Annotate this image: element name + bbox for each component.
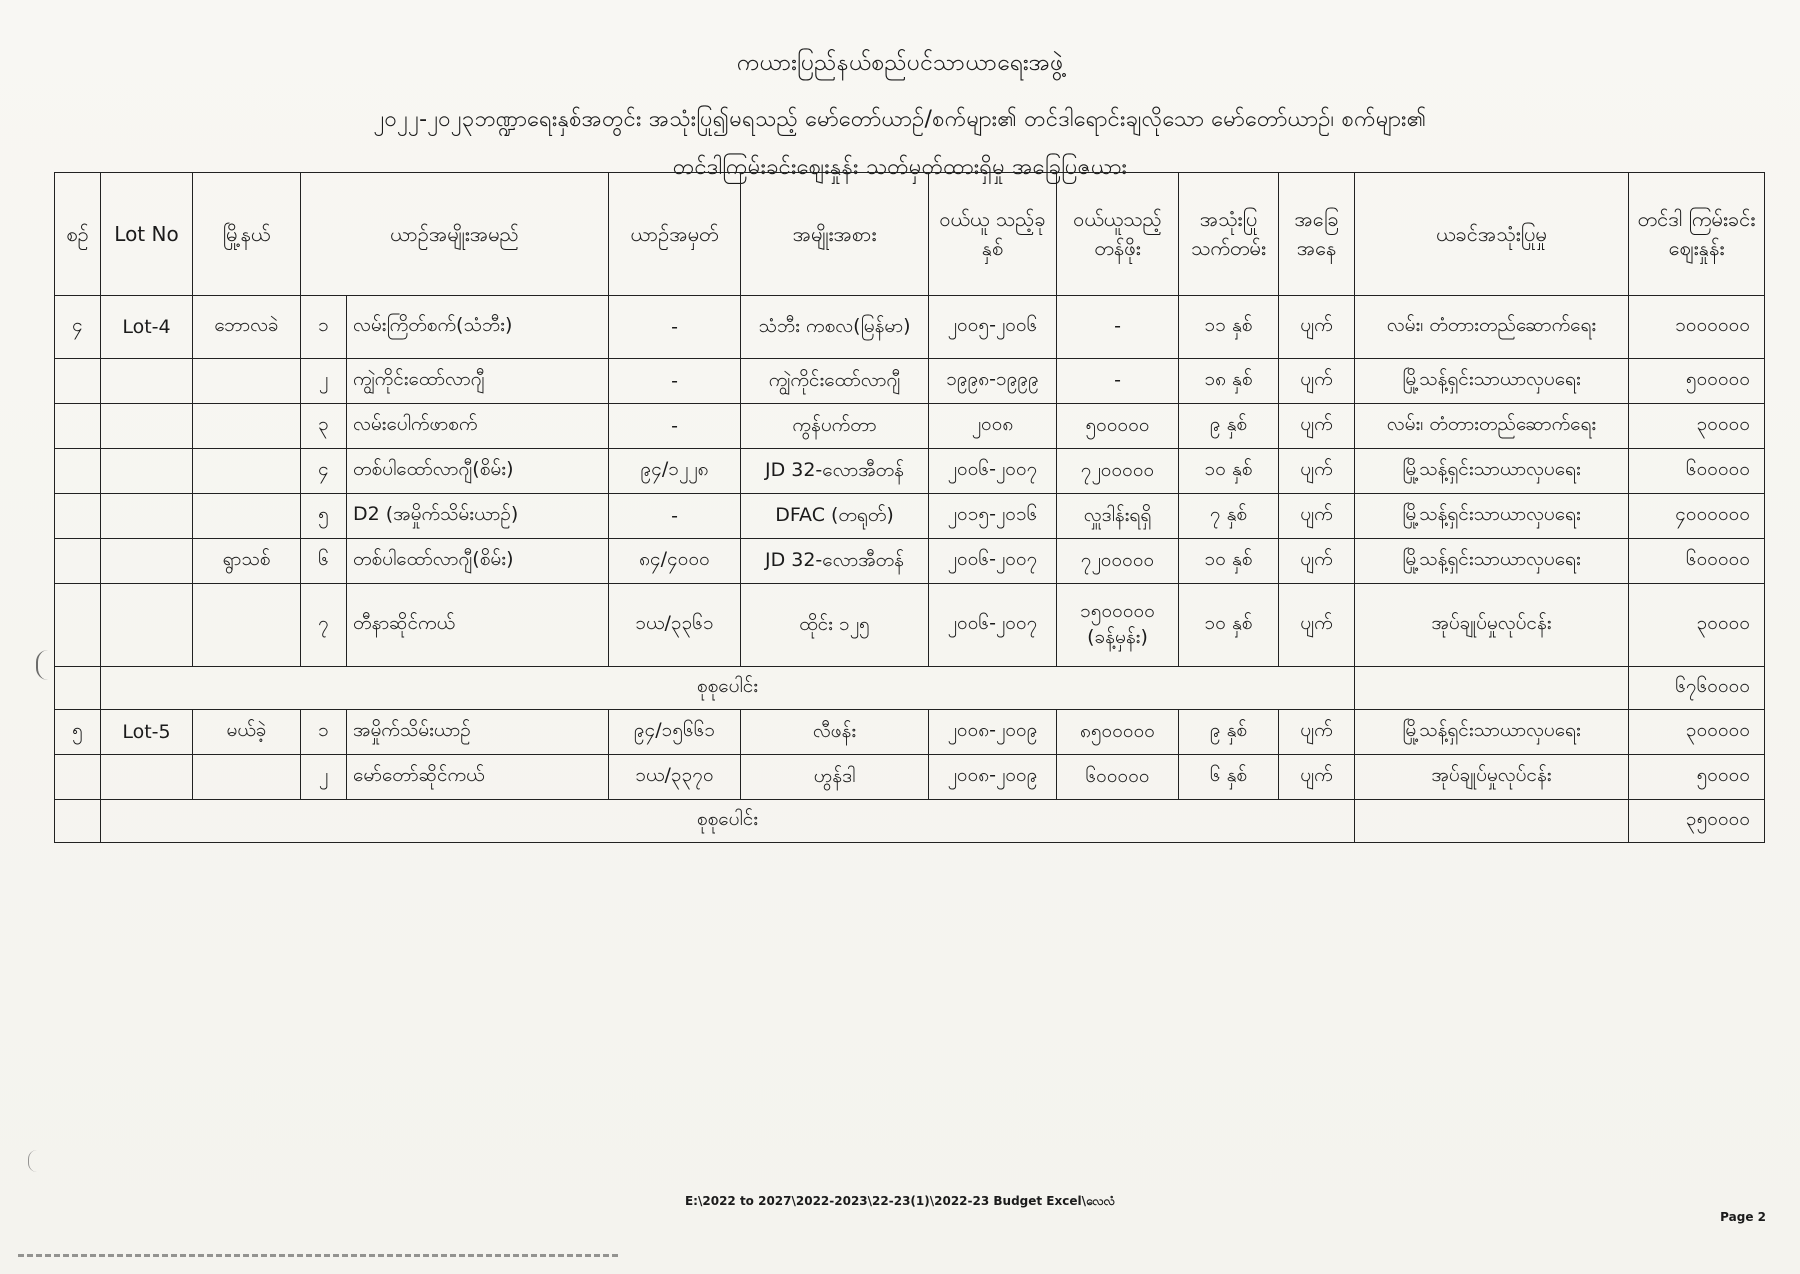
- cell-floor-price: ၅၀၀၀၀: [1629, 755, 1765, 800]
- cell-floor-price: ၃၀၀၀၀: [1629, 404, 1765, 449]
- cell-floor-price: ၅၀၀၀၀၀: [1629, 359, 1765, 404]
- cell-vehicle-type: D2 (အမှိုက်သိမ်းယာဉ်): [347, 494, 609, 539]
- table-total-row: [55, 800, 1765, 843]
- cell-condition: ပျက်: [1279, 296, 1355, 359]
- cell-township: [193, 584, 301, 667]
- cell-sr: [55, 494, 101, 539]
- cell-lot: [101, 404, 193, 449]
- cell-bought-year: ၂၀၀၅-၂၀၀၆: [929, 296, 1057, 359]
- col-header-lot: Lot No: [101, 173, 193, 296]
- cell-floor-price: ၃၀၀၀၀၀: [1629, 710, 1765, 755]
- cell-vehicle-type: အမှိုက်သိမ်းယာဉ်: [347, 710, 609, 755]
- cell-condition: ပျက်: [1279, 584, 1355, 667]
- col-header-vehicle-type: ယာဉ်အမျိုးအမည်: [301, 173, 609, 296]
- cell-bought-year: ၂၀၀၆-၂၀၀၇: [929, 449, 1057, 494]
- cell-condition: ပျက်: [1279, 755, 1355, 800]
- cell-item-no: ၇: [301, 584, 347, 667]
- cell-vehicle-type: တီနာဆိုင်ကယ်: [347, 584, 609, 667]
- cell-vehicle-type: လမ်းကြိတ်စက်(သံဘီး): [347, 296, 609, 359]
- col-header-plate: ယာဉ်အမှတ်: [609, 173, 741, 296]
- cell-lot: Lot-5: [101, 710, 193, 755]
- cell-condition: ပျက်: [1279, 359, 1355, 404]
- cell-lot: [101, 449, 193, 494]
- cell-lot: [101, 539, 193, 584]
- cell-lot: Lot-4: [101, 296, 193, 359]
- cell-sr: ၅: [55, 710, 101, 755]
- cell-bought-year: ၂၀၀၈-၂၀၀၉: [929, 710, 1057, 755]
- cell-make: JD 32-လောအီတန်: [741, 539, 929, 584]
- cell-make: ဟွန်ဒါ: [741, 755, 929, 800]
- cell-vehicle-type: မော်တော်ဆိုင်ကယ်: [347, 755, 609, 800]
- cell-sr: [55, 755, 101, 800]
- col-header-usage: ယခင်အသုံးပြုမှု: [1355, 173, 1629, 296]
- cell-service: ၁၀ နှစ်: [1179, 584, 1279, 667]
- cell-item-no: ၄: [301, 449, 347, 494]
- cell-service: ၉ နှစ်: [1179, 710, 1279, 755]
- table-header-row: [55, 173, 1765, 296]
- document-subtitle: ၂၀၂၂-၂၀၂၃ဘဏ္ဍာရေးနှစ်အတွင်း အသုံးပြု၍မရသည့် မော်တော်ယာဉ်/စက်များ၏ တင်ဒါရောင်းချလိုသော မော်တော်ယာဉ်၊ စက်များ၏: [373, 107, 1427, 132]
- scan-artifact-line: [18, 1254, 618, 1257]
- cell-sr: [55, 584, 101, 667]
- cell-price: -: [1057, 296, 1179, 359]
- cell-condition: ပျက်: [1279, 710, 1355, 755]
- table-total-row: [55, 667, 1765, 710]
- document-subtitle-2: တင်ဒါကြမ်းခင်းဈေးနှုန်း သတ်မှတ်ထားရှိမှု အခြေပြဇယား: [672, 155, 1128, 180]
- cell-condition: ပျက်: [1279, 494, 1355, 539]
- cell-bought-year: ၂၀၁၅-၂၀၁၆: [929, 494, 1057, 539]
- cell-make: JD 32-လောအီတန်: [741, 449, 929, 494]
- tender-table: [54, 172, 1765, 843]
- table-row: [55, 584, 1765, 667]
- cell-usage: အုပ်ချုပ်မှုလုပ်ငန်း: [1355, 755, 1629, 800]
- cell-bought-year: ၂၀၀၈-၂၀၀၉: [929, 755, 1057, 800]
- cell-plate: -: [609, 359, 741, 404]
- cell-condition: ပျက်: [1279, 539, 1355, 584]
- cell-service: ၇ နှစ်: [1179, 494, 1279, 539]
- table-row: [55, 539, 1765, 584]
- table-row: [55, 710, 1765, 755]
- cell-plate: ၉၄/၁၅၆၆၁: [609, 710, 741, 755]
- cell-service: ၁၀ နှစ်: [1179, 539, 1279, 584]
- cell-township: ရွာသစ်: [193, 539, 301, 584]
- col-header-make: အမျိုးအစား: [741, 173, 929, 296]
- cell-vehicle-type: လမ်းပေါက်ဖာစက်: [347, 404, 609, 449]
- cell-item-no: ၂: [301, 755, 347, 800]
- cell-make: ကျွဲကိုင်းထော်လာဂျီ: [741, 359, 929, 404]
- cell-price: လှူဒါန်းရရှိ: [1057, 494, 1179, 539]
- cell-item-no: ၃: [301, 404, 347, 449]
- cell-price: ၆၀၀၀၀၀: [1057, 755, 1179, 800]
- document-title: ကယားပြည်နယ်စည်ပင်သာယာရေးအဖွဲ့: [736, 50, 1064, 76]
- cell-usage: လမ်း၊ တံတားတည်ဆောက်ရေး: [1355, 404, 1629, 449]
- cell-plate: ၁ယ/၃၃၆၁: [609, 584, 741, 667]
- cell-service: ၁၀ နှစ်: [1179, 449, 1279, 494]
- table-row: [55, 296, 1765, 359]
- cell-lot: [101, 494, 193, 539]
- col-header-bought-year: ဝယ်ယူ သည့်ခုနှစ်: [929, 173, 1057, 296]
- cell-usage: မြို့သန့်ရှင်းသာယာလှပရေး: [1355, 710, 1629, 755]
- cell-blank: [55, 800, 101, 843]
- cell-service: ၁၈ နှစ်: [1179, 359, 1279, 404]
- cell-usage: မြို့သန့်ရှင်းသာယာလှပရေး: [1355, 359, 1629, 404]
- cell-usage: မြို့သန့်ရှင်းသာယာလှပရေး: [1355, 449, 1629, 494]
- table-body: [55, 296, 1765, 843]
- col-header-township: မြို့နယ်: [193, 173, 301, 296]
- cell-item-no: ၆: [301, 539, 347, 584]
- col-header-floor-price: တင်ဒါ ကြမ်းခင်း ဈေးနှုန်း: [1629, 173, 1765, 296]
- cell-service: ၆ နှစ်: [1179, 755, 1279, 800]
- col-header-condition: အခြေ အနေ: [1279, 173, 1355, 296]
- cell-township: [193, 755, 301, 800]
- cell-sr: [55, 449, 101, 494]
- cell-price: ၇၂၀၀၀၀၀: [1057, 449, 1179, 494]
- cell-township: [193, 449, 301, 494]
- cell-floor-price: ၆၀၀၀၀၀: [1629, 449, 1765, 494]
- cell-bought-year: ၂၀၀၆-၂၀၀၇: [929, 584, 1057, 667]
- scan-mark: [36, 650, 48, 680]
- cell-blank: [55, 667, 101, 710]
- table-row: [55, 359, 1765, 404]
- col-header-sr: စဉ်: [55, 173, 101, 296]
- cell-usage: လမ်း၊ တံတားတည်ဆောက်ရေး: [1355, 296, 1629, 359]
- cell-price: ၁၅၀၀၀၀၀ (ခန့်မှန်း): [1057, 584, 1179, 667]
- cell-township: [193, 359, 301, 404]
- cell-sr: [55, 359, 101, 404]
- cell-lot: [101, 584, 193, 667]
- cell-price: ၇၂၀၀၀၀၀: [1057, 539, 1179, 584]
- cell-usage: မြို့သန့်ရှင်းသာယာလှပရေး: [1355, 539, 1629, 584]
- cell-plate: ၉၄/၁၂၂၈: [609, 449, 741, 494]
- footer-file-path: E:\2022 to 2027\2022-2023\22-23(1)\2022-23 Budget Excel\လေလံ: [684, 1194, 1115, 1208]
- cell-plate: -: [609, 404, 741, 449]
- cell-usage: မြို့သန့်ရှင်းသာယာလှပရေး: [1355, 494, 1629, 539]
- cell-lot: [101, 755, 193, 800]
- scan-mark: [28, 1150, 37, 1172]
- col-header-price: ဝယ်ယူသည့် တန်ဖိုး: [1057, 173, 1179, 296]
- cell-floor-price: ၄၀၀၀၀၀၀: [1629, 494, 1765, 539]
- total-value: ၃၅၀၀၀၀: [1629, 800, 1765, 843]
- table-row: [55, 494, 1765, 539]
- cell-item-no: ၂: [301, 359, 347, 404]
- cell-vehicle-type: တစ်ပါထော်လာဂျီ(စိမ်း): [347, 449, 609, 494]
- page-number: Page 2: [1720, 1210, 1766, 1224]
- cell-vehicle-type: တစ်ပါထော်လာဂျီ(စိမ်း): [347, 539, 609, 584]
- cell-make: သံဘီး ကစလ(မြန်မာ): [741, 296, 929, 359]
- cell-usage: အုပ်ချုပ်မှုလုပ်ငန်း: [1355, 584, 1629, 667]
- cell-plate: -: [609, 494, 741, 539]
- cell-bought-year: ၂၀၀၈: [929, 404, 1057, 449]
- cell-plate: ၁ယ/၃၃၇၀: [609, 755, 741, 800]
- cell-item-no: ၁: [301, 296, 347, 359]
- cell-lot: [101, 359, 193, 404]
- cell-price: ၅၀၀၀၀၀: [1057, 404, 1179, 449]
- cell-plate: ၈၄/၄၀၀၀: [609, 539, 741, 584]
- cell-floor-price: ၆၀၀၀၀၀: [1629, 539, 1765, 584]
- table-row: [55, 755, 1765, 800]
- cell-service: ၁၁ နှစ်: [1179, 296, 1279, 359]
- cell-township: [193, 494, 301, 539]
- cell-condition: ပျက်: [1279, 449, 1355, 494]
- cell-price: -: [1057, 359, 1179, 404]
- cell-make: ထိုင်း ၁၂၅: [741, 584, 929, 667]
- col-header-service: အသုံးပြု သက်တမ်း: [1179, 173, 1279, 296]
- cell-sr: [55, 404, 101, 449]
- cell-price: ၈၅၀၀၀၀၀: [1057, 710, 1179, 755]
- cell-item-no: ၁: [301, 710, 347, 755]
- cell-make: DFAC (တရုတ်): [741, 494, 929, 539]
- total-label: စုစုပေါင်း: [101, 800, 1355, 843]
- cell-vehicle-type: ကျွဲကိုင်းထော်လာဂျီ: [347, 359, 609, 404]
- cell-blank: [1355, 800, 1629, 843]
- table-row: [55, 449, 1765, 494]
- cell-make: လီဖန်း: [741, 710, 929, 755]
- cell-item-no: ၅: [301, 494, 347, 539]
- cell-blank: [1355, 667, 1629, 710]
- cell-condition: ပျက်: [1279, 404, 1355, 449]
- cell-sr: ၄: [55, 296, 101, 359]
- total-label: စုစုပေါင်း: [101, 667, 1355, 710]
- cell-township: [193, 404, 301, 449]
- cell-sr: [55, 539, 101, 584]
- cell-bought-year: ၁၉၉၈-၁၉၉၉: [929, 359, 1057, 404]
- cell-make: ကွန်ပက်တာ: [741, 404, 929, 449]
- cell-township: ဘောလခဲ: [193, 296, 301, 359]
- cell-plate: -: [609, 296, 741, 359]
- total-value: ၆၇၆၀၀၀၀: [1629, 667, 1765, 710]
- table-row: [55, 404, 1765, 449]
- cell-service: ၉ နှစ်: [1179, 404, 1279, 449]
- cell-floor-price: ၃၀၀၀၀: [1629, 584, 1765, 667]
- cell-bought-year: ၂၀၀၆-၂၀၀၇: [929, 539, 1057, 584]
- cell-floor-price: ၁၀၀၀၀၀၀: [1629, 296, 1765, 359]
- cell-township: မယ်ခဲ့: [193, 710, 301, 755]
